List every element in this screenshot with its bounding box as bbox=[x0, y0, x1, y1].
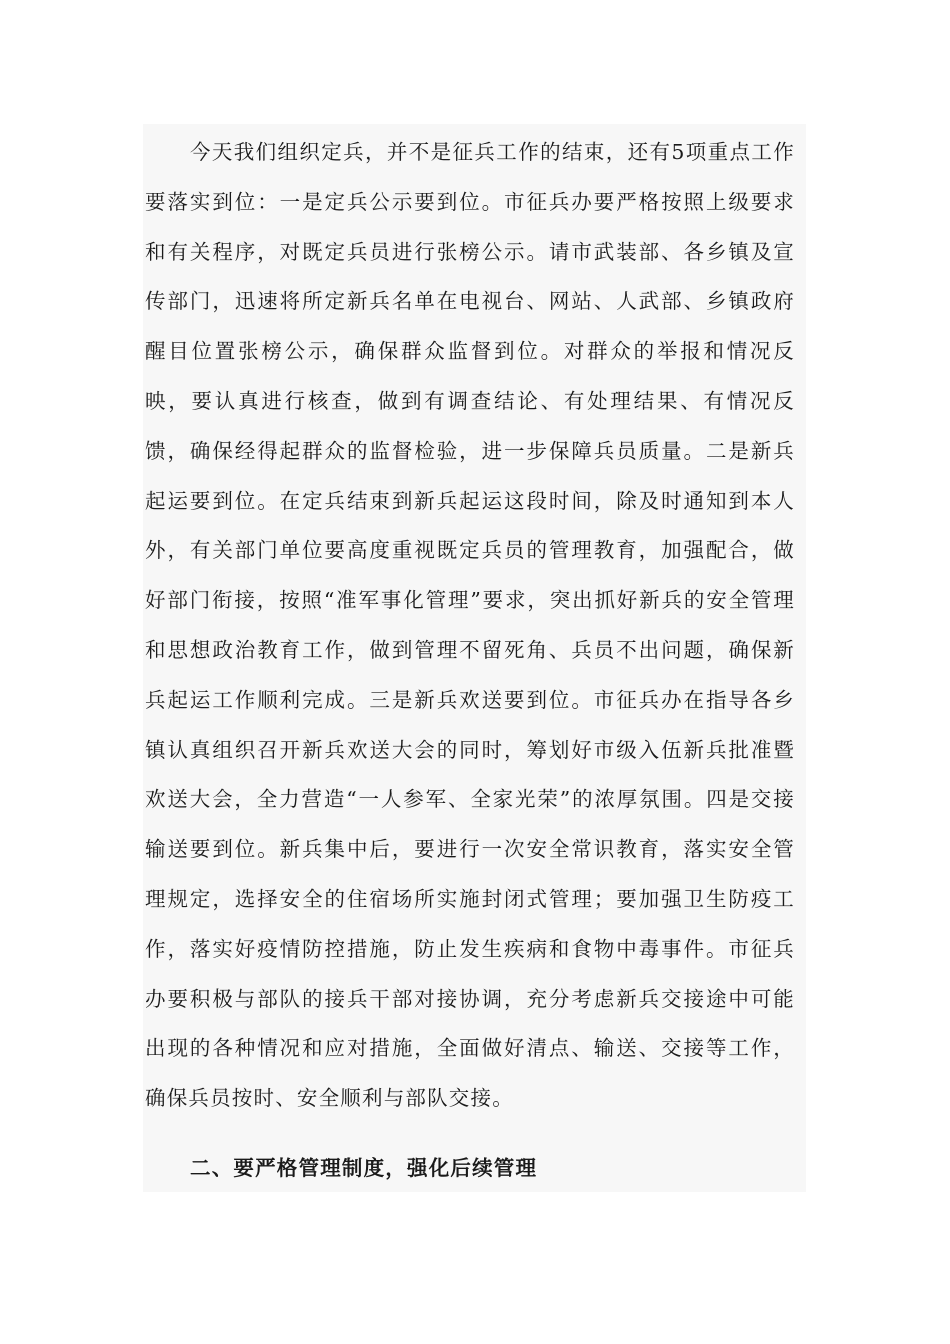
body-paragraph: 今天我们组织定兵，并不是征兵工作的结束，还有5项重点工作要落实到位：一是定兵公示要到位。市征兵办要严格按照上级要求和有关程序，对既定兵员进行张榜公示。请市武装部、各乡镇及宣传部门，迅速将所定新兵名单在电视台、网站、人武部、乡镇政府醒目位置张榜公示，确保群众监督到位。对群众的举报和情况反映，要认真进行核查，做到有调查结论、有处理结果、有情况反馈，确保经得起群众的监督检验，进一步保障兵员质量。二是新兵起运要到位。在定兵结束到新兵起运这段时间，除及时通知到本人外，有关部门单位要高度重视既定兵员的管理教育，加强配合，做好部门衔接，按照“准军事化管理”要求，突出抓好新兵的安全管理和思想政治教育工作，做到管理不留死角、兵员不出问题，确保新兵起运工作顺利完成。三是新兵欢送要到位。市征兵办在指导各乡镇认真组织召开新兵欢送大会的同时，筹划好市级入伍新兵批准暨欢送大会，全力营造“一人参军、全家光荣”的浓厚氛围。四是交接输送要到位。新兵集中后，要进行一次安全常识教育，落实安全管理规定，选择安全的住宿场所实施封闭式管理；要加强卫生防疫工作，落实好疫情防控措施，防止发生疾病和食物中毒事件。市征兵办要积极与部队的接兵干部对接协调，充分考虑新兵交接途中可能出现的各种情况和应对措施，全面做好清点、输送、交接等工作，确保兵员按时、安全顺利与部队交接。 bbox=[145, 140, 795, 1111]
section-heading: 二、要严格管理制度，强化后续管理 bbox=[190, 1156, 538, 1180]
